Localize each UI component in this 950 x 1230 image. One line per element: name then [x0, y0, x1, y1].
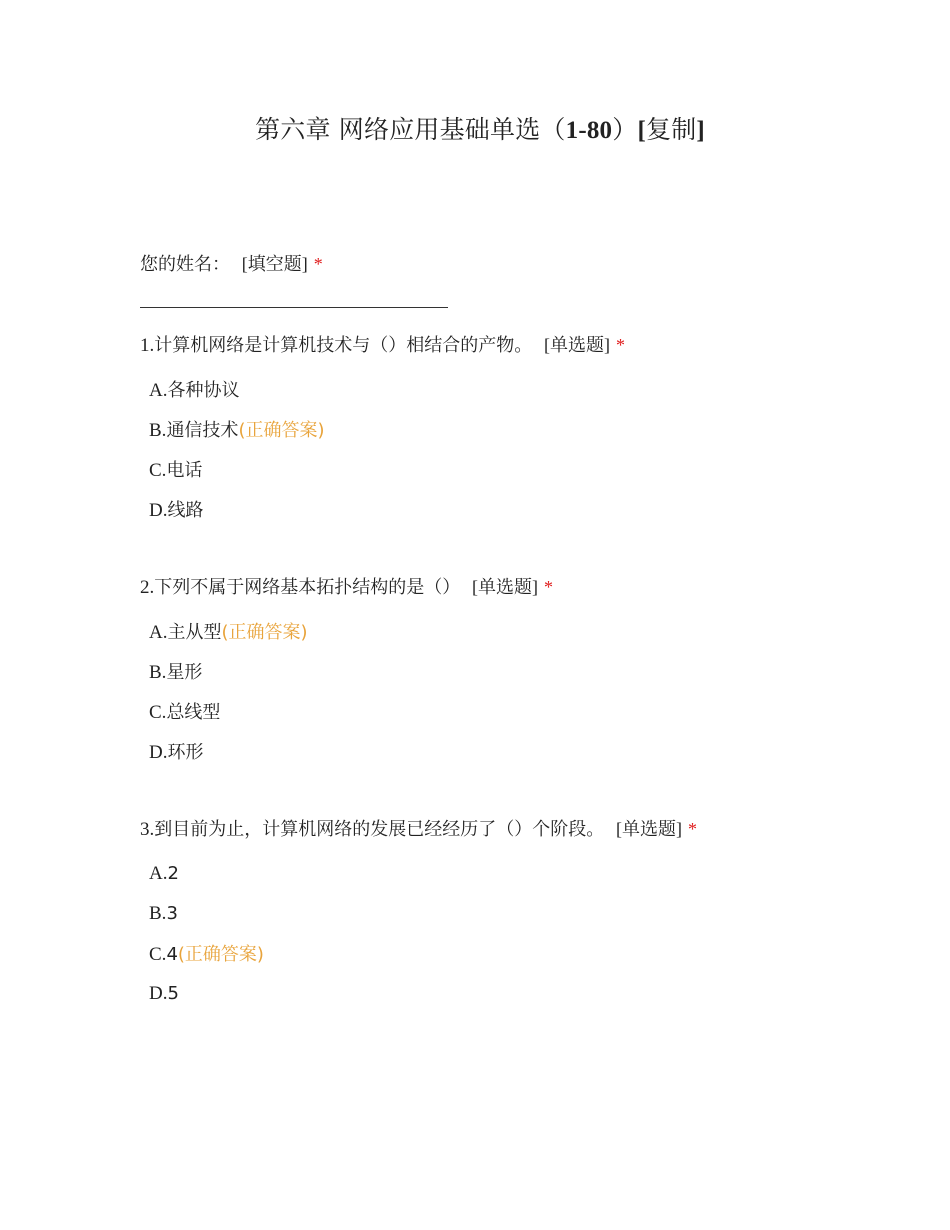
correct-answer-note: (正确答案) [238, 420, 325, 441]
option-1-b[interactable] [149, 419, 324, 443]
option-key: B. [149, 662, 167, 683]
option-text: 电话 [166, 460, 203, 481]
correct-answer-note: (正确答案) [221, 622, 308, 643]
option-key: D. [149, 500, 168, 521]
option-key: C. [149, 460, 167, 481]
option-text: 4 [166, 944, 178, 965]
question-type: [单选题] [615, 819, 682, 840]
option-text: 3 [166, 903, 178, 924]
option-text: 2 [167, 863, 179, 884]
option-text: 总线型 [166, 702, 221, 723]
question-text: 下列不属于网络基本拓扑结构的是（） [154, 577, 461, 598]
title-copy: 复制 [646, 115, 697, 144]
option-key: C. [149, 944, 167, 965]
question-number: 2. [140, 577, 155, 598]
question-3 [140, 817, 697, 842]
option-text: 线路 [167, 500, 204, 521]
option-1-d[interactable] [149, 499, 203, 523]
question-type-label: 单选题 [549, 335, 604, 356]
required-mark: * [313, 254, 323, 274]
option-key: A. [149, 380, 168, 401]
option-2-b[interactable] [149, 661, 202, 685]
option-text: 5 [167, 983, 179, 1004]
question-number: 1. [140, 335, 155, 356]
title-bracket-close: ] [696, 117, 705, 144]
option-key: A. [149, 863, 168, 884]
question-type: [单选题] [471, 577, 538, 598]
option-key: B. [149, 420, 167, 441]
option-3-b[interactable] [149, 902, 178, 926]
option-1-c[interactable] [149, 459, 202, 483]
option-3-c[interactable] [149, 943, 264, 967]
title-prefix: 第六章 网络应用基础单选（ [255, 115, 566, 144]
name-input-line[interactable] [140, 307, 448, 308]
option-text: 星形 [166, 662, 203, 683]
name-question [140, 252, 323, 277]
option-3-d[interactable] [149, 982, 179, 1006]
question-text: 到目前为止，计算机网络的发展已经经历了（）个阶段。 [154, 819, 605, 840]
option-key: C. [149, 702, 167, 723]
option-text: 通信技术 [166, 420, 239, 441]
name-label: 您的姓名： [140, 254, 230, 275]
option-key: D. [149, 742, 168, 763]
question-type-label: 填空题 [247, 254, 302, 275]
question-1 [140, 333, 625, 358]
option-1-a[interactable] [149, 379, 239, 403]
option-text: 各种协议 [167, 380, 240, 401]
option-key: A. [149, 622, 168, 643]
title-bracket-open: [ [637, 117, 646, 144]
option-key: D. [149, 983, 168, 1004]
question-type-label: 单选题 [621, 819, 676, 840]
option-text: 环形 [167, 742, 204, 763]
option-2-a[interactable] [149, 621, 308, 645]
option-3-a[interactable] [149, 862, 179, 886]
question-2 [140, 575, 553, 600]
title-suffix: ） [612, 115, 638, 144]
question-type: [填空题] [241, 254, 308, 275]
option-text: 主从型 [167, 622, 222, 643]
question-type-label: 单选题 [477, 577, 532, 598]
title-range: 1-80 [565, 117, 613, 144]
required-mark: * [687, 819, 697, 839]
correct-answer-note: (正确答案) [177, 944, 264, 965]
required-mark: * [543, 577, 553, 597]
option-2-d[interactable] [149, 741, 203, 765]
question-text: 计算机网络是计算机技术与（）相结合的产物。 [154, 335, 533, 356]
question-number: 3. [140, 819, 155, 840]
page-title [0, 110, 950, 146]
required-mark: * [615, 335, 625, 355]
option-key: B. [149, 903, 167, 924]
question-type: [单选题] [543, 335, 610, 356]
option-2-c[interactable] [149, 701, 220, 725]
